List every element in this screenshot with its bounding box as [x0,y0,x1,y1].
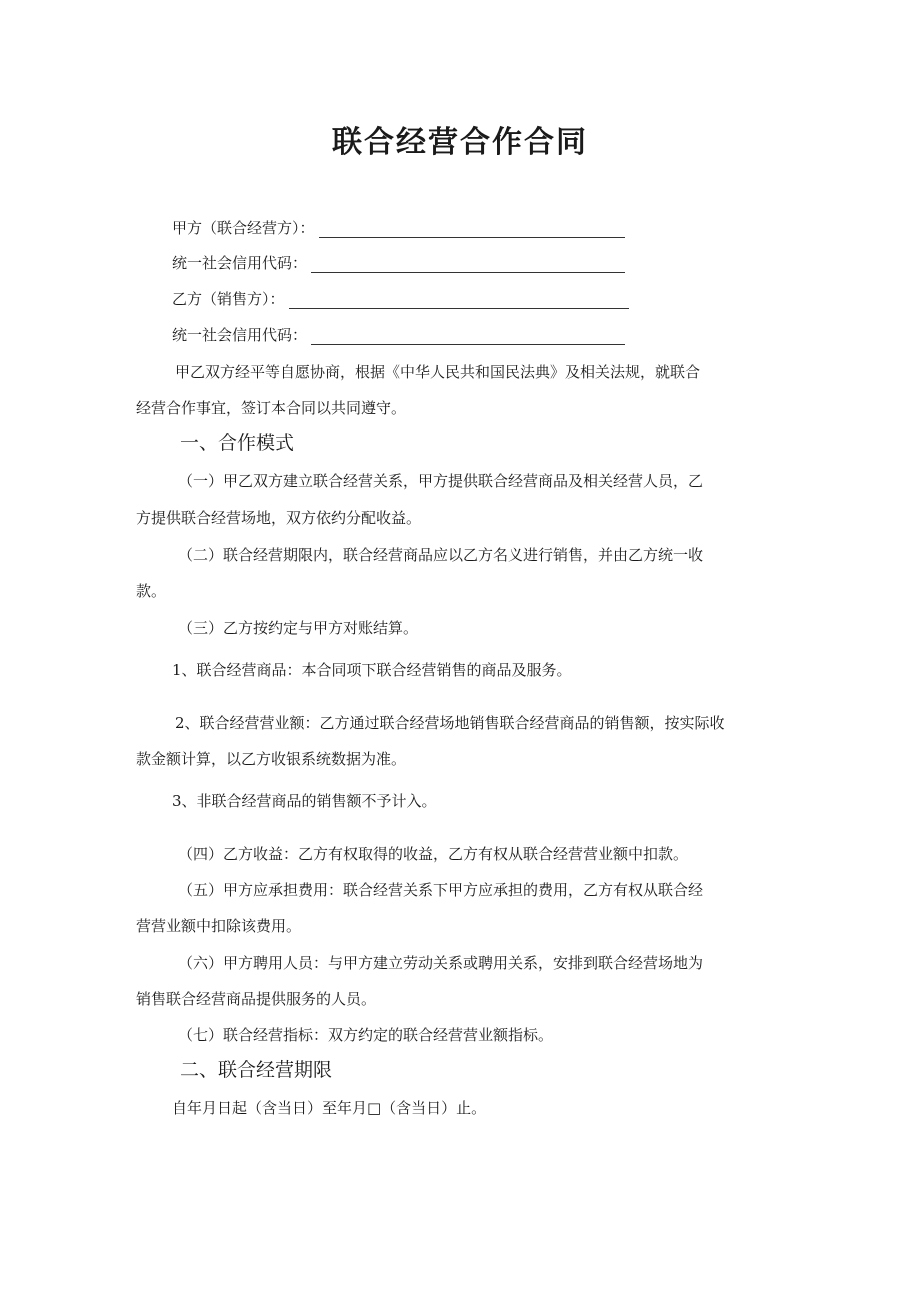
party-a-label: 甲方（联合经营方）： [172,219,315,237]
clause-6-line-1: （六）甲方聘用人员：与甲方建立劳动关系或聘用关系，安排到联合经营场地为 [178,954,704,972]
item-2-line-2: 款金额计算，以乙方收银系统数据为准。 [136,750,407,768]
clause-7: （七）联合经营指标：双方约定的联合经营营业额指标。 [178,1026,554,1044]
party-a-field [172,218,625,238]
section-2-heading: 二、联合经营期限 [180,1059,333,1081]
intro-line-2: 经营合作事宜，签订本合同以共同遵守。 [136,399,407,417]
party-b-label: 乙方（销售方）： [172,290,285,308]
document-title: 联合经营合作合同 [332,125,588,160]
clause-4: （四）乙方收益：乙方有权取得的收益，乙方有权从联合经营营业额中扣款。 [178,845,689,863]
clause-5-line-1: （五）甲方应承担费用：联合经营关系下甲方应承担的费用，乙方有权从联合经 [178,881,704,899]
party-b-field [172,289,629,309]
clause-6-line-2: 销售联合经营商品提供服务的人员。 [136,990,377,1008]
item-3: 3、非联合经营商品的销售额不予计入。 [172,792,437,810]
party-b-blank[interactable] [289,294,629,309]
clause-3: （三）乙方按约定与甲方对账结算。 [178,619,419,637]
party-b-code-blank[interactable] [311,330,625,345]
party-a-blank[interactable] [319,223,625,238]
party-b-code-label: 统一社会信用代码： [172,326,308,344]
party-a-code-label: 统一社会信用代码： [172,254,308,272]
party-a-code-field [172,253,625,273]
clause-2-line-1: （二）联合经营期限内，联合经营商品应以乙方名义进行销售，并由乙方统一收 [178,546,704,564]
item-1: 1、联合经营商品：本合同项下联合经营销售的商品及服务。 [172,661,572,679]
clause-5-line-2: 营营业额中扣除该费用。 [136,917,302,935]
clause-1-line-1: （一）甲乙双方建立联合经营关系，甲方提供联合经营商品及相关经营人员，乙 [178,472,704,490]
party-a-code-blank[interactable] [311,258,625,273]
clause-1-line-2: 方提供联合经营场地，双方依约分配收益。 [136,509,422,527]
intro-line-1: 甲乙双方经平等自愿协商，根据《中华人民共和国民法典》及相关法规，就联合 [175,363,701,381]
clause-2-line-2: 款。 [136,582,167,600]
party-b-code-field [172,325,625,345]
term-text: 自年月日起（含当日）至年月□（含当日）止。 [172,1099,487,1117]
section-1-heading: 一、合作模式 [180,432,295,454]
item-2-line-1: 2、联合经营营业额：乙方通过联合经营场地销售联合经营商品的销售额，按实际收 [175,714,725,732]
